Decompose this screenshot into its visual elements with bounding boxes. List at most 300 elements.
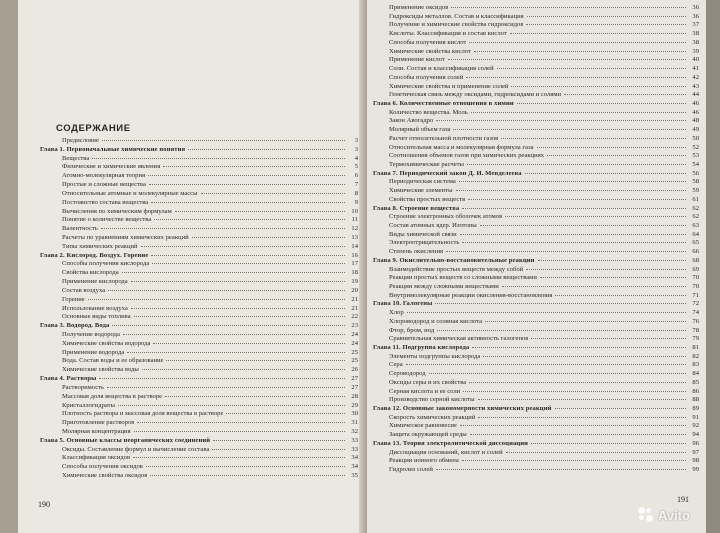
leader-dots	[474, 51, 686, 52]
toc-entry-title: Оксиды. Составление формул и вычисление состава	[62, 445, 210, 453]
toc-entry	[389, 109, 699, 117]
toc-entry-title: Степень окисления	[389, 248, 444, 256]
toc-page-number: 81	[692, 344, 699, 351]
toc-entry-title: Закон Авогадро	[389, 117, 434, 125]
toc-entry-title: Хлороводород и соляная кислота	[389, 317, 482, 325]
toc-entry	[62, 463, 358, 471]
toc-page-number: 68	[692, 256, 699, 264]
leader-dots	[154, 219, 345, 220]
toc-entry	[62, 287, 358, 295]
toc-entry	[62, 234, 358, 242]
toc-chapter	[373, 170, 699, 178]
toc-page-number: 17	[351, 260, 358, 268]
toc-page-number: 25	[351, 357, 358, 365]
toc-entry-title: Классификация оксидов	[62, 454, 131, 462]
leader-dots	[407, 312, 686, 313]
leader-dots	[467, 164, 686, 165]
leader-dots	[165, 396, 345, 397]
toc-entry-title: Способы получения кислорода	[62, 260, 150, 268]
toc-entry	[62, 428, 358, 436]
toc-entry-title: Производство серной кислоты	[389, 396, 475, 404]
toc-page-number: 58	[692, 178, 699, 186]
toc-entry-title: Горение	[62, 295, 85, 303]
toc-page-number: 3	[354, 145, 358, 153]
toc-entry-title: Термохимические расчеты	[389, 160, 464, 168]
leader-dots	[483, 356, 686, 357]
leader-dots	[150, 475, 345, 476]
leader-dots	[118, 405, 345, 406]
toc-entry-title: Виды химической связи	[389, 230, 457, 238]
toc-page-number: 5	[354, 163, 358, 171]
leader-dots	[463, 391, 686, 392]
toc-page-number: 62	[692, 204, 699, 212]
toc-entry-title: Химическое равновесие	[389, 422, 457, 430]
toc-page-number: 70	[692, 274, 699, 282]
toc-entry-title: Постоянство состава вещества	[62, 198, 149, 206]
toc-entry	[389, 48, 699, 56]
toc-page-number: 41	[692, 65, 699, 72]
toc-entry	[389, 457, 699, 465]
leader-dots	[547, 155, 686, 156]
leader-dots	[436, 120, 686, 121]
leader-dots	[501, 138, 686, 139]
toc-entry	[62, 208, 358, 216]
toc-page-number: 24	[351, 339, 358, 347]
toc-entry-title: Применение водорода	[62, 348, 125, 356]
leader-dots	[149, 184, 345, 185]
toc-entry	[62, 199, 358, 207]
leader-dots	[555, 408, 686, 409]
leader-dots	[107, 387, 345, 388]
toc-entry-title: Серная кислота и ее соли	[389, 387, 461, 395]
toc-entry-title: Вычисления по химическим формулам	[62, 207, 172, 215]
leader-dots	[459, 181, 686, 182]
toc-page-number: 38	[692, 38, 699, 46]
toc-entry	[389, 309, 699, 317]
toc-entry	[389, 414, 699, 422]
toc-entry-title: Глава 10. Галогены	[373, 300, 433, 308]
toc-entry-title: Внутримолекулярные реакции окисления-восстановления	[389, 291, 553, 299]
toc-page-number: 12	[351, 225, 358, 233]
toc-entry	[389, 213, 699, 221]
toc-page-number: 83	[692, 361, 699, 369]
toc-entry-title: Электроотрицательность	[389, 239, 460, 247]
toc-entry	[389, 318, 699, 326]
toc-entry-title: Реакции простых веществ со сложными веществами	[389, 274, 537, 282]
leader-dots	[506, 452, 686, 453]
toc-page-number: 42	[692, 73, 699, 81]
toc-entry	[62, 446, 358, 454]
toc-entry-title: Глава 9. Окислительно-восстановительные реакции	[373, 256, 535, 264]
toc-entry-title: Получение и химические свойства гидроксидов	[389, 21, 524, 29]
toc-entry	[389, 4, 699, 12]
leader-dots	[131, 308, 345, 309]
toc-entry-title: Глава 1. Первоначальные химические понятия	[40, 145, 186, 153]
toc-entry-title: Сероводород	[389, 370, 426, 378]
toc-entry	[389, 335, 699, 343]
toc-entry	[389, 353, 699, 361]
toc-chapter	[373, 344, 699, 352]
toc-page-number: 65	[692, 239, 699, 247]
avito-logo-icon	[638, 507, 654, 523]
toc-page-number: 69	[692, 265, 699, 273]
leader-dots	[148, 175, 345, 176]
toc-entry	[389, 449, 699, 457]
toc-entry	[62, 260, 358, 268]
toc-page-number: 79	[692, 335, 699, 343]
toc-chapter	[373, 440, 699, 448]
leader-dots	[102, 140, 345, 141]
right-page	[367, 0, 706, 533]
left-page	[18, 0, 377, 533]
toc-entry-title: Реакции ионного обмена	[389, 457, 459, 465]
toc-page-number: 62	[692, 213, 699, 221]
toc-entry	[389, 39, 699, 47]
toc-entry	[389, 178, 699, 186]
leader-dots	[468, 199, 686, 200]
toc-page-number: 76	[692, 317, 699, 325]
leader-dots	[226, 413, 345, 414]
toc-entry-title: Химические свойства оксидов	[62, 472, 148, 479]
leader-dots	[526, 269, 686, 270]
toc-page-number: 74	[692, 309, 699, 317]
toc-chapter	[40, 322, 358, 330]
toc-entry	[62, 243, 358, 251]
toc-entry	[389, 283, 699, 291]
toc-entry-title: Кислоты. Классификация и состав кислот	[389, 30, 507, 38]
toc-entry	[62, 225, 358, 233]
toc-chapter	[373, 300, 699, 308]
toc-entry-title: Оксиды серы и их свойства	[389, 378, 467, 386]
leader-dots	[505, 216, 686, 217]
toc-page-number: 91	[692, 413, 699, 421]
leader-dots	[108, 290, 345, 291]
toc-entry-title: Глава 6. Количественные отношения в химии	[373, 99, 514, 107]
leader-dots	[112, 325, 345, 326]
toc-page-number: 7	[354, 181, 358, 189]
toc-page-number: 33	[351, 445, 358, 453]
leader-dots	[212, 449, 345, 450]
toc-page-number: 52	[692, 143, 699, 151]
leader-dots	[462, 460, 686, 461]
toc-page-number: 39	[692, 47, 699, 55]
toc-entry	[389, 248, 699, 256]
toc-entry-title: Скорость химических реакций	[389, 413, 476, 421]
leader-dots	[564, 94, 686, 95]
toc-page-number: 97	[692, 448, 699, 456]
toc-entry	[389, 292, 699, 300]
toc-entry	[62, 419, 358, 427]
leader-dots	[213, 440, 345, 441]
toc-entry	[389, 388, 699, 396]
toc-entry	[62, 454, 358, 462]
leader-dots	[123, 334, 345, 335]
page-number-right: 191	[677, 495, 689, 504]
toc-entry-title: Предисловие	[62, 137, 99, 144]
toc-entry-title: Расчеты по уравнениям химических реакций	[62, 234, 189, 241]
toc-chapter	[373, 100, 699, 108]
toc-entry-title: Генетическая связь между оксидами, гидроксидами и солями	[389, 91, 562, 99]
leader-dots	[471, 112, 686, 113]
toc-page-number: 4	[354, 154, 358, 162]
contents-heading: СОДЕРЖАНИЕ	[56, 123, 131, 134]
toc-page-number: 16	[351, 251, 358, 259]
toc-chapter	[373, 257, 699, 265]
leader-dots	[436, 469, 686, 470]
toc-entry-title: Физические и химические явления	[62, 163, 161, 171]
leader-dots	[531, 443, 686, 444]
leader-dots	[92, 158, 345, 159]
toc-page-number: 18	[351, 269, 358, 277]
toc-entry	[389, 396, 699, 404]
toc-page-number: 37	[692, 21, 699, 29]
leader-dots	[175, 211, 345, 212]
toc-entry-title: Взаимодействие простых веществ между собой	[389, 265, 524, 273]
toc-entry-title: Вещества	[62, 154, 90, 162]
toc-page-number: 28	[351, 392, 358, 400]
toc-chapter	[40, 437, 358, 445]
toc-entry-title: Применение кислот	[389, 56, 445, 64]
avito-watermark	[638, 507, 690, 523]
leader-dots	[555, 295, 686, 296]
leader-dots	[188, 149, 345, 150]
toc-entry	[389, 361, 699, 369]
toc-page-number: 19	[351, 278, 358, 286]
page-number-left: 190	[38, 500, 50, 509]
toc-page-number: 56	[692, 169, 699, 177]
toc-page-number: 9	[354, 198, 358, 206]
leader-dots	[201, 193, 345, 194]
toc-entry	[62, 269, 358, 277]
toc-page-number: 32	[351, 427, 358, 435]
toc-entry	[389, 74, 699, 82]
toc-page-number: 70	[692, 282, 699, 290]
toc-entry	[389, 274, 699, 282]
leader-dots	[453, 129, 686, 130]
toc-entry-title: Строение электронных оболочек атомов	[389, 213, 503, 221]
leader-dots	[122, 272, 345, 273]
toc-entry-title: Атомно-молекулярная теория	[62, 172, 146, 180]
leader-dots	[153, 343, 345, 344]
toc-page-number: 59	[692, 187, 699, 195]
leader-dots	[456, 190, 686, 191]
toc-entry	[62, 410, 358, 418]
toc-entry	[62, 393, 358, 401]
toc-chapter	[373, 405, 699, 413]
toc-entry-title: Относительная масса и молекулярная формула газа	[389, 143, 534, 151]
toc-entry-title: Глава 7. Периодический закон Д. И. Менделеева	[373, 169, 522, 177]
toc-page-number: 53	[692, 152, 699, 160]
leader-dots	[141, 246, 345, 247]
toc-entry-title: Растворимость	[62, 383, 105, 391]
toc-entry	[389, 65, 699, 73]
toc-entry-title: Глава 5. Основные классы неорганических соединений	[40, 436, 211, 444]
toc-page-number: 31	[351, 419, 358, 427]
toc-entry-title: Глава 2. Кислород. Воздух. Горение	[40, 251, 149, 259]
toc-entry	[389, 431, 699, 439]
toc-entry-title: Способы получения кислот	[389, 38, 467, 46]
toc-entry	[389, 222, 699, 230]
leader-dots	[480, 225, 686, 226]
toc-entry	[62, 349, 358, 357]
leader-dots	[163, 166, 345, 167]
leader-dots	[537, 147, 686, 148]
toc-entry	[62, 190, 358, 198]
toc-entry-title: Состав атомных ядер. Изотопы	[389, 221, 477, 229]
toc-page-number: 43	[692, 82, 699, 90]
toc-entry-title: Валентность	[62, 225, 98, 233]
toc-entry-title: Понятие о количестве вещества	[62, 216, 152, 224]
toc-entry	[62, 216, 358, 224]
toc-page-number: 3	[354, 137, 358, 144]
toc-entry	[389, 30, 699, 38]
toc-entry-title: Защита окружающей среды	[389, 431, 467, 439]
toc-page-number: 78	[692, 326, 699, 334]
toc-entry	[389, 135, 699, 143]
toc-page-number: 61	[692, 195, 699, 203]
toc-entry-title: Периодическая система	[389, 178, 456, 186]
toc-entry	[389, 327, 699, 335]
toc-entry-title: Сравнительная химическая активность галогенов	[389, 335, 529, 343]
leader-dots	[133, 457, 345, 458]
toc-page-number: 64	[692, 230, 699, 238]
toc-page-number: 92	[692, 422, 699, 430]
toc-chapter	[40, 252, 358, 260]
toc-entry	[389, 187, 699, 195]
toc-entry	[389, 266, 699, 274]
toc-page-number: 30	[351, 410, 358, 418]
toc-entry-title: Химические свойства и применение солей	[389, 82, 509, 90]
toc-page-number: 88	[692, 396, 699, 404]
toc-entry-title: Расчет относительной плотности газов	[389, 134, 499, 142]
toc-page-number: 27	[351, 375, 358, 382]
leader-dots	[406, 364, 686, 365]
toc-entry	[389, 379, 699, 387]
leader-dots	[151, 255, 345, 256]
toc-page-number: 33	[351, 436, 358, 444]
toc-page-number: 46	[692, 108, 699, 116]
leader-dots	[531, 338, 686, 339]
toc-page-number: 34	[351, 454, 358, 462]
toc-entry	[62, 313, 358, 321]
toc-page-number: 21	[351, 304, 358, 312]
toc-entry-title: Молярная концентрация	[62, 427, 131, 435]
leader-dots	[525, 173, 686, 174]
toc-entry-title: Сера	[389, 361, 403, 369]
toc-entry	[389, 196, 699, 204]
toc-entry	[389, 13, 699, 21]
leader-dots	[146, 466, 345, 467]
leader-dots	[99, 378, 345, 379]
toc-entry-title: Диссоциация оснований, кислот и солей	[389, 448, 503, 456]
toc-page-number: 13	[351, 234, 358, 241]
leader-dots	[462, 242, 686, 243]
toc-page-number: 71	[692, 291, 699, 299]
toc-entry-title: Состав воздуха	[62, 286, 106, 294]
leader-dots	[470, 434, 686, 435]
toc-entry-title: Фтор, бром, иод	[389, 326, 435, 334]
leader-dots	[446, 251, 686, 252]
toc-entry-title: Соли. Состав и классификация солей	[389, 65, 494, 72]
toc-entry-title: Основные виды топлива	[62, 313, 131, 321]
toc-entry	[389, 56, 699, 64]
leader-dots	[485, 321, 686, 322]
toc-entry-title: Глава 3. Водород. Вода	[40, 322, 110, 330]
leader-dots	[538, 260, 686, 261]
toc-entry-title: Гидролиз солей	[389, 466, 433, 473]
leader-dots	[460, 425, 686, 426]
toc-chapter	[40, 146, 358, 154]
leader-dots	[435, 303, 686, 304]
toc-page-number: 89	[692, 405, 699, 412]
toc-page-number: 85	[692, 378, 699, 386]
toc-entry-title: Плотность раствора и массовая доля вещества в растворе	[62, 410, 224, 418]
toc-entry	[62, 340, 358, 348]
toc-page-number: 40	[692, 56, 699, 64]
toc-entry	[389, 422, 699, 430]
toc-entry-title: Глава 4. Растворы	[40, 375, 97, 382]
leader-dots	[497, 68, 686, 69]
toc-entry-title: Свойства простых веществ	[389, 195, 466, 203]
toc-entry	[62, 472, 358, 480]
toc-entry-title: Применение кислорода	[62, 278, 128, 286]
leader-dots	[134, 316, 345, 317]
toc-page-number: 86	[692, 387, 699, 395]
toc-entry	[62, 181, 358, 189]
toc-entry-title: Приготовление растворов	[62, 419, 135, 427]
toc-page-number: 46	[692, 99, 699, 107]
toc-entry-title: Химические свойства кислот	[389, 47, 471, 55]
leader-dots	[466, 77, 686, 78]
toc-entry-title: Способы получения оксидов	[62, 463, 143, 471]
toc-entry	[62, 172, 358, 180]
toc-page-number: 50	[692, 134, 699, 142]
toc-entry-title: Свойства кислорода	[62, 269, 119, 277]
leader-dots	[517, 103, 686, 104]
toc-entry	[62, 137, 358, 145]
toc-entry	[389, 83, 699, 91]
toc-page-number: 94	[692, 431, 699, 439]
leader-dots	[469, 382, 686, 383]
watermark-text: Avito	[657, 507, 690, 523]
leader-dots	[134, 431, 345, 432]
toc-entry-title: Вода. Состав воды и ее образование	[62, 357, 164, 365]
toc-entry-title: Глава 13. Теория электролитической диссоциации	[373, 439, 529, 447]
leader-dots	[151, 202, 345, 203]
toc-entry	[62, 331, 358, 339]
toc-entry-title: Простые и сложные вещества	[62, 181, 146, 189]
leader-dots	[88, 299, 345, 300]
toc-entry	[389, 91, 699, 99]
toc-chapter	[373, 205, 699, 213]
leader-dots	[511, 86, 686, 87]
toc-entry	[389, 231, 699, 239]
toc-page-number: 84	[692, 370, 699, 378]
leader-dots	[526, 24, 686, 25]
toc-page-number: 63	[692, 221, 699, 229]
toc-entry	[389, 126, 699, 134]
leader-dots	[101, 228, 345, 229]
toc-entry	[62, 366, 358, 374]
toc-entry	[62, 305, 358, 313]
leader-dots	[510, 33, 686, 34]
toc-page-number: 44	[692, 91, 699, 99]
toc-page-number: 96	[692, 439, 699, 447]
leader-dots	[437, 330, 686, 331]
toc-page-number: 26	[351, 366, 358, 374]
toc-page-number: 8	[354, 189, 358, 197]
toc-page-number: 36	[692, 12, 699, 20]
